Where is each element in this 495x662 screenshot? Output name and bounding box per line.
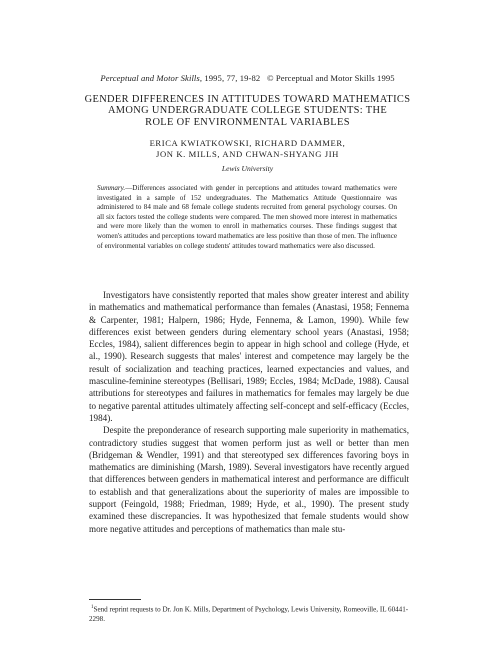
running-head: [0, 73, 495, 83]
journal-citation: , 1995, 77, 19-82: [199, 73, 261, 83]
paragraph-1: Investigators have consistently reported that males show greater interest and ability in mathematics and mathematical performance than females (Anastasi, 1958; Fennema & Carpenter, 1981; Halpern, 1986; Hyde, Fennema, & Lamon, 1990). While few differences exist between genders during elementary school years (Anastasi, 1958; Eccles, 1984), salient differences begin to appear in high school and college (Hyde, et al., 1990). Research suggests that males' interest and competence may largely be the result of socialization and teaching practices, learned expectancies and values, and masculine-feminine stereotypes (Bellisari, 1989; Eccles, 1984; McDade, 1988). Causal attributions for stereotypes and failures in mathematics for females may largely be due to negative parental attitudes ultimately affecting self-concept and self-efficacy (Eccles, 1984).: [89, 290, 409, 423]
affiliation: Lewis University: [221, 164, 274, 173]
journal-name: Perceptual and Motor Skills: [100, 73, 200, 83]
footnote-mark: 1: [91, 605, 94, 610]
title-line-1: GENDER DIFFERENCES IN ATTITUDES TOWARD MATHEMATICS: [84, 94, 411, 105]
title-line-3: ROLE OF ENVIRONMENTAL VARIABLES: [145, 116, 350, 128]
footnote-text: Send reprint requests to Dr. Jon K. Mills, Department of Psychology, Lewis University, Romeoville, IL 60441-2298.: [89, 605, 409, 623]
abstract-lead: Summary.: [97, 184, 126, 192]
copyright-notice: © Perceptual and Motor Skills 1995: [267, 73, 395, 83]
abstract-text: —Differences associated with gender in perceptions and attitudes toward mathematics were investigated in a sample of 152 undergraduates. The Mathematics Attitude Questionnaire was administered to 84 male and 68 female college students recruited from general psychology courses. On all six factors tested the college students were compared. The men showed more interest in mathematics and were more likely than the women to enroll in mathematics courses. These findings suggest that women's attitudes and perceptions toward mathematics are less positive than those of men. The influence of environmental variables on college students' attitudes toward mathematics were also discussed.: [97, 184, 397, 250]
body-text: [89, 289, 409, 535]
authors-line-2: JON K. MILLS, AND CHWAN-SHYANG JIH: [156, 149, 339, 159]
footnote-divider: [89, 599, 141, 600]
abstract: [97, 184, 397, 251]
article-title: [60, 94, 435, 128]
authors-line-1: ERICA KWIATKOWSKI, RICHARD DAMMER,: [149, 138, 346, 148]
title-line-2: AMONG UNDERGRADUATE COLLEGE STUDENTS: THE: [107, 105, 388, 117]
author-list: [60, 138, 435, 160]
paragraph-2: Despite the preponderance of research supporting male superiority in mathematics, contradictory studies suggest that women perform just as well or better than men (Bridgeman & Wendler, 1991) and that stereotyped sex differences favoring boys in mathematics are diminishing (Marsh, 1989). Several investigators have recently argued that differences between genders in mathematical interest and performance are difficult to establish and that generalizations about the superiority of males are impossible to support (Feingold, 1988; Friedman, 1989; Hyde, et al., 1990). The present study examined these discrepancies. It was hypothesized that female students would show more negative attitudes and perceptions of mathematics than male stu-: [89, 425, 409, 534]
footnote: [89, 603, 409, 624]
